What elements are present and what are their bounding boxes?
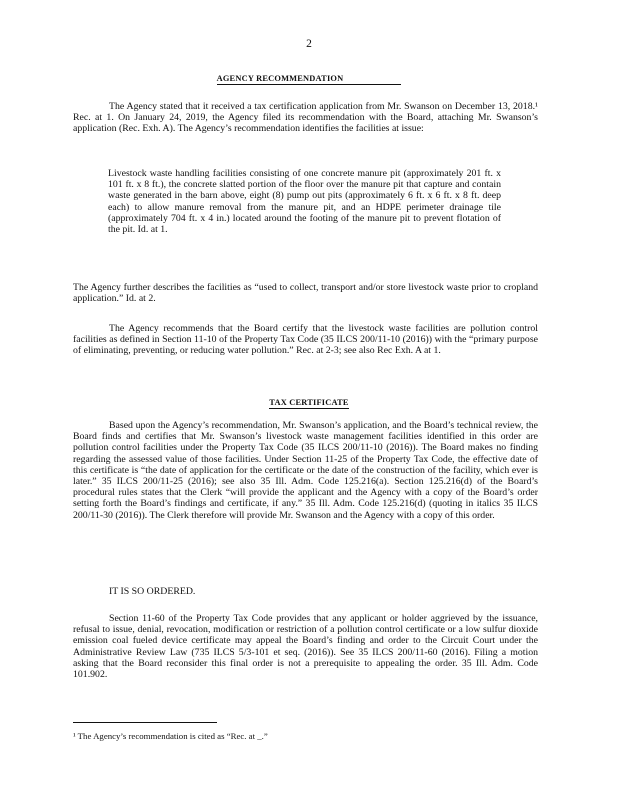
ordered-statement: IT IS SO ORDERED. xyxy=(109,586,196,597)
paragraph-board-finds: Based upon the Agency’s recommendation, Mr. Swanson’s application, and the Board’s technical review, the Board finds and certifies that Mr. Swanson’s livestock waste management facilities identified in this order are pollution control facilities under the Property Tax Code (35 ILCS 200/11-10 (2016)). The Board makes no finding regarding the assessed value of those facilities. Under Section 11-25 of the Property Tax Code, the effective date of this certificate is “the date of application for the certificate or the date of the construction of the facility, which ever is later.” 35 ILCS 200/11-25 (2016); see also 35 Ill. Adm. Code 125.216(a). Section 125.216(d) of the Board’s procedural rules states that the Clerk “will provide the applicant and the Agency with a copy of the Board’s order setting forth the Board’s findings and certificate, if any.” 35 Ill. Adm. Code 125.216(d) (quoting in italics 35 ILCS 200/11-30 (2016)). The Clerk therefore will provide Mr. Swanson and the Agency with a copy of this order. xyxy=(73,420,538,521)
page-number: 2 xyxy=(306,38,312,50)
block-quote-facilities: Livestock waste handling facilities consisting of one concrete manure pit (approximately 201 ft. x 101 ft. x 8 ft.), the concrete slatted portion of the floor over the manure pit that capture and contain waste generated in the barn above, eight (8) pump out pits (approximately 6 ft. x 6 ft. x 8 ft. deep each) to allow manure removal from the manure pit, and an HDPE perimeter drainage tile (approximately 704 ft. x 4 in.) located around the footing of the manure pit to prevent flotation of the pit. Id. at 1. xyxy=(108,168,501,236)
paragraph-agency-recommends: The Agency recommends that the Board certify that the livestock waste facilities are pollution control facilities as defined in Section 11-10 of the Property Tax Code (35 ILCS 200/11-10 (2016)) with the “primary purpose of eliminating, preventing, or reducing water pollution.” Rec. at 2-3; see also Rec Exh. A at 1. xyxy=(73,323,538,357)
paragraph-appeal-rights: Section 11-60 of the Property Tax Code provides that any applicant or holder aggrieved by the issuance, refusal to issue, denial, revocation, modification or restriction of a pollution control certificate or a low sulfur dioxide emission coal fueled device certificate may appeal the Board’s finding and order to the Circuit Court under the Administrative Review Law (735 ILCS 5/3-101 et seq. (2016)). See 35 ILCS 200/11-60 (2016). Filing a motion asking that the Board reconsider this final order is not a prerequisite to appealing the order. 35 Ill. Adm. Code 101.902. xyxy=(73,613,538,681)
paragraph-agency-received: The Agency stated that it received a tax certification application from Mr. Swanson on December 13, 2018.¹ Rec. at 1. On January 24, 2019, the Agency filed its recommendation with the Board, attaching Mr. Swanson’s application (Rec. Exh. A). The Agency’s recommendation identifies the facilities at issue: xyxy=(73,101,538,135)
heading-tax-certificate xyxy=(0,398,618,407)
paragraph-agency-describes: The Agency further describes the facilities as “used to collect, transport and/or store livestock waste prior to cropland application.” Id. at 2. xyxy=(73,282,538,305)
footnote-1: ¹ The Agency’s recommendation is cited as “Rec. at _.” xyxy=(73,731,268,741)
footnote-divider xyxy=(73,722,217,723)
heading-agency-recommendation-text: AGENCY RECOMMENDATION xyxy=(217,74,402,85)
heading-tax-certificate-text: TAX CERTIFICATE xyxy=(269,398,349,407)
heading-agency-recommendation xyxy=(0,74,618,83)
